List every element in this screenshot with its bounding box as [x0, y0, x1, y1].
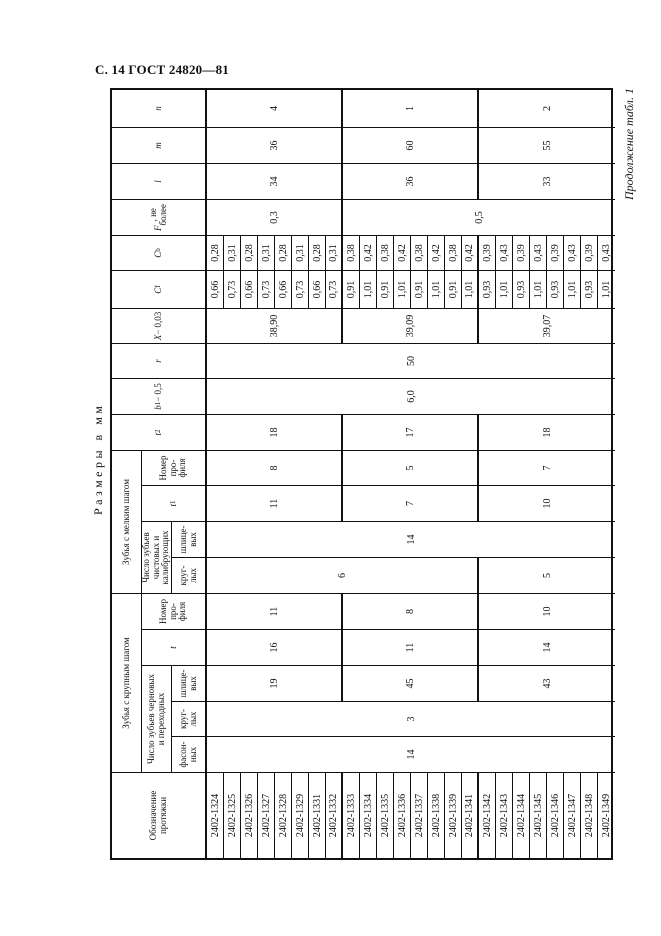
- symbol: t: [167, 504, 178, 507]
- row-cb-value: 0,43: [564, 235, 581, 270]
- row-cb-value: 0,28: [207, 235, 224, 270]
- row-designation: 2402-1345: [530, 772, 547, 858]
- row-cb-value: 0,31: [258, 235, 275, 270]
- row-cb-value: 0,42: [428, 235, 445, 270]
- row-cf-value: 1,01: [530, 270, 547, 308]
- row-designation: 2402-1347: [564, 772, 581, 858]
- header-l: [112, 163, 207, 199]
- row-designation: 2402-1339: [445, 772, 462, 858]
- merged-coarse-profile-value: 11: [207, 593, 343, 629]
- row-cf-value: 1,01: [360, 270, 377, 308]
- merged-b1-value: 6,0: [207, 378, 615, 414]
- header-cb: [112, 235, 207, 270]
- row-cb-value: 0,39: [581, 235, 598, 270]
- row-designation: 2402-1327: [258, 772, 275, 858]
- merged-coarse-spline-value: 19: [207, 665, 343, 701]
- row-designation: 2402-1324: [207, 772, 224, 858]
- merged-m-value: 36: [207, 127, 343, 163]
- row-cf-value: 0,73: [326, 270, 343, 308]
- row-designation: 2402-1346: [547, 772, 564, 858]
- header-b1: [112, 378, 207, 414]
- row-cf-value: 0,93: [581, 270, 598, 308]
- row-cb-value: 0,42: [462, 235, 479, 270]
- header-cf: [112, 270, 207, 308]
- header-coarse-t: t: [142, 629, 207, 665]
- merged-fine-profile-value: 5: [343, 450, 479, 485]
- row-cf-value: 0,66: [275, 270, 292, 308]
- header-t2: [112, 414, 207, 450]
- header-coarse-profile: Номер про- филя: [142, 593, 207, 629]
- row-cf-value: 1,01: [428, 270, 445, 308]
- row-cb-value: 0,28: [275, 235, 292, 270]
- row-cf-value: 0,93: [479, 270, 496, 308]
- merged-fine-t1-value: 10: [479, 485, 615, 521]
- row-designation: 2402-1325: [224, 772, 241, 858]
- row-cf-value: 1,01: [598, 270, 615, 308]
- merged-m-value: 55: [479, 127, 615, 163]
- row-designation: 2402-1341: [462, 772, 479, 858]
- merged-l-value: 34: [207, 163, 343, 199]
- merged-x-value: 39,09: [343, 308, 479, 343]
- row-cb-value: 0,38: [343, 235, 360, 270]
- row-designation: 2402-1334: [360, 772, 377, 858]
- symbol-note: , не более: [147, 204, 168, 226]
- row-cf-value: 0,93: [513, 270, 530, 308]
- row-cf-value: 0,66: [309, 270, 326, 308]
- symbol-subscript: 2: [153, 429, 162, 433]
- header-fine-round: круг- лых: [172, 557, 207, 593]
- symbol-subscript: f: [153, 285, 162, 288]
- merged-fine-round-value: 6: [207, 557, 479, 593]
- row-cf-value: 1,01: [462, 270, 479, 308]
- header-fine-count: Число зубьев чистовых и калибрующих: [142, 521, 172, 593]
- merged-coarse-t-value: 11: [343, 629, 479, 665]
- merged-l-value: 36: [343, 163, 479, 199]
- page-title: С. 14 ГОСТ 24820—81: [95, 62, 229, 77]
- symbol: X: [152, 334, 163, 341]
- row-cb-value: 0,42: [360, 235, 377, 270]
- row-cf-value: 1,01: [564, 270, 581, 308]
- row-designation: 2402-1338: [428, 772, 445, 858]
- row-cf-value: 0,66: [207, 270, 224, 308]
- symbol-note: − 0,03: [152, 311, 163, 335]
- row-cf-value: 0,66: [241, 270, 258, 308]
- header-coarse-spline: шлице- вых: [172, 665, 207, 701]
- row-cf-value: 0,73: [258, 270, 275, 308]
- row-cb-value: 0,39: [479, 235, 496, 270]
- header-r: [112, 343, 207, 378]
- symbol: C: [152, 251, 163, 258]
- row-designation: 2402-1349: [598, 772, 615, 858]
- merged-coarse-profile-value: 8: [343, 593, 479, 629]
- row-cb-value: 0,43: [530, 235, 547, 270]
- merged-coarse-profile-value: 10: [479, 593, 615, 629]
- merged-fine-t1-value: 7: [343, 485, 479, 521]
- row-cf-value: 1,01: [394, 270, 411, 308]
- header-coarse-shaped: фасон- ных: [172, 736, 207, 772]
- row-cb-value: 0,31: [224, 235, 241, 270]
- row-designation: 2402-1348: [581, 772, 598, 858]
- row-designation: 2402-1335: [377, 772, 394, 858]
- row-cf-value: 0,73: [224, 270, 241, 308]
- row-cb-value: 0,31: [292, 235, 309, 270]
- row-designation: 2402-1336: [394, 772, 411, 858]
- merged-n-value: 2: [541, 106, 553, 111]
- row-cf-value: 0,91: [445, 270, 462, 308]
- row-designation: 2402-1333: [343, 772, 360, 858]
- row-designation: 2402-1331: [309, 772, 326, 858]
- merged-t2-value: 18: [479, 414, 615, 450]
- symbol-subscript: 1: [153, 401, 162, 406]
- symbol: n: [152, 106, 163, 111]
- table-continuation-label: Продолжение табл. 1: [622, 88, 636, 200]
- merged-fine-profile-value: 8: [207, 450, 343, 485]
- merged-coarse-shaped-value: 14: [207, 736, 615, 772]
- header-m: [112, 127, 207, 163]
- row-cb-value: 0,39: [547, 235, 564, 270]
- merged-r-value: 50: [207, 343, 615, 378]
- merged-coarse-t-value: 16: [207, 629, 343, 665]
- symbol: C: [152, 287, 163, 294]
- row-cf-value: 0,91: [411, 270, 428, 308]
- merged-x-value: 39,07: [479, 308, 615, 343]
- header-coarse-round: круг- лых: [172, 701, 207, 736]
- symbol-subscript: b: [153, 248, 162, 252]
- header-fine-t1: [142, 485, 207, 521]
- symbol: l: [152, 180, 163, 183]
- symbol: F: [152, 225, 163, 231]
- row-designation: 2402-1343: [496, 772, 513, 858]
- header-f: [112, 199, 207, 235]
- symbol: t: [152, 433, 163, 436]
- row-cb-value: 0,28: [241, 235, 258, 270]
- symbol-note: − 0,5: [152, 383, 163, 402]
- merged-m-value: 60: [343, 127, 479, 163]
- merged-coarse-spline-value: 43: [479, 665, 615, 701]
- row-cb-value: 0,42: [394, 235, 411, 270]
- row-cb-value: 0,39: [513, 235, 530, 270]
- merged-fine-spline-value: 14: [207, 521, 615, 557]
- row-cb-value: 0,43: [598, 235, 615, 270]
- merged-f-value: 0,5: [343, 199, 615, 235]
- row-designation: 2402-1342: [479, 772, 496, 858]
- row-cf-value: 0,73: [292, 270, 309, 308]
- row-designation: 2402-1344: [513, 772, 530, 858]
- merged-t2-value: 18: [207, 414, 343, 450]
- units-caption: Размеры в мм: [91, 402, 105, 515]
- row-cf-value: 0,91: [377, 270, 394, 308]
- row-cb-value: 0,43: [496, 235, 513, 270]
- merged-n-value: 1: [343, 90, 479, 127]
- merged-n-value: 4: [207, 90, 343, 127]
- merged-l-value: 33: [479, 163, 615, 199]
- header-fine-spline: шлице- вых: [172, 521, 207, 557]
- header-designation: Обозначение протяжки: [112, 772, 207, 858]
- merged-coarse-spline-value: 45: [343, 665, 479, 701]
- row-cb-value: 0,31: [326, 235, 343, 270]
- row-cf-value: 0,91: [343, 270, 360, 308]
- merged-fine-t1-value: 11: [207, 485, 343, 521]
- merged-t2-value: 17: [343, 414, 479, 450]
- row-designation: 2402-1332: [326, 772, 343, 858]
- row-cb-value: 0,38: [377, 235, 394, 270]
- broach-dimensions-table: [110, 88, 613, 860]
- row-cb-value: 0,38: [445, 235, 462, 270]
- symbol: b: [152, 405, 163, 410]
- row-designation: 2402-1326: [241, 772, 258, 858]
- header-n: [112, 90, 207, 127]
- row-cf-value: 0,93: [547, 270, 564, 308]
- row-cb-value: 0,28: [309, 235, 326, 270]
- row-designation: 2402-1337: [411, 772, 428, 858]
- symbol: r: [152, 359, 163, 363]
- header-x: [112, 308, 207, 343]
- header-fine-teeth: Зубья с мелким шагом: [112, 450, 142, 593]
- symbol: m: [152, 142, 163, 149]
- merged-coarse-round-value: 3: [207, 701, 615, 736]
- row-designation: 2402-1328: [275, 772, 292, 858]
- merged-f-value: 0,3: [207, 199, 343, 235]
- merged-x-value: 38,90: [207, 308, 343, 343]
- merged-fine-round-value: 5: [479, 557, 615, 593]
- header-coarse-teeth: Зубья с крупным шагом: [112, 593, 142, 772]
- row-cf-value: 1,01: [496, 270, 513, 308]
- symbol-subscript: 1: [168, 500, 177, 504]
- merged-coarse-t-value: 14: [479, 629, 615, 665]
- header-coarse-count: Число зубьев черновых и переходных: [142, 665, 172, 772]
- row-cb-value: 0,38: [411, 235, 428, 270]
- row-designation: 2402-1329: [292, 772, 309, 858]
- header-fine-profile: Номер про- филя: [142, 450, 207, 485]
- merged-fine-profile-value: 7: [479, 450, 615, 485]
